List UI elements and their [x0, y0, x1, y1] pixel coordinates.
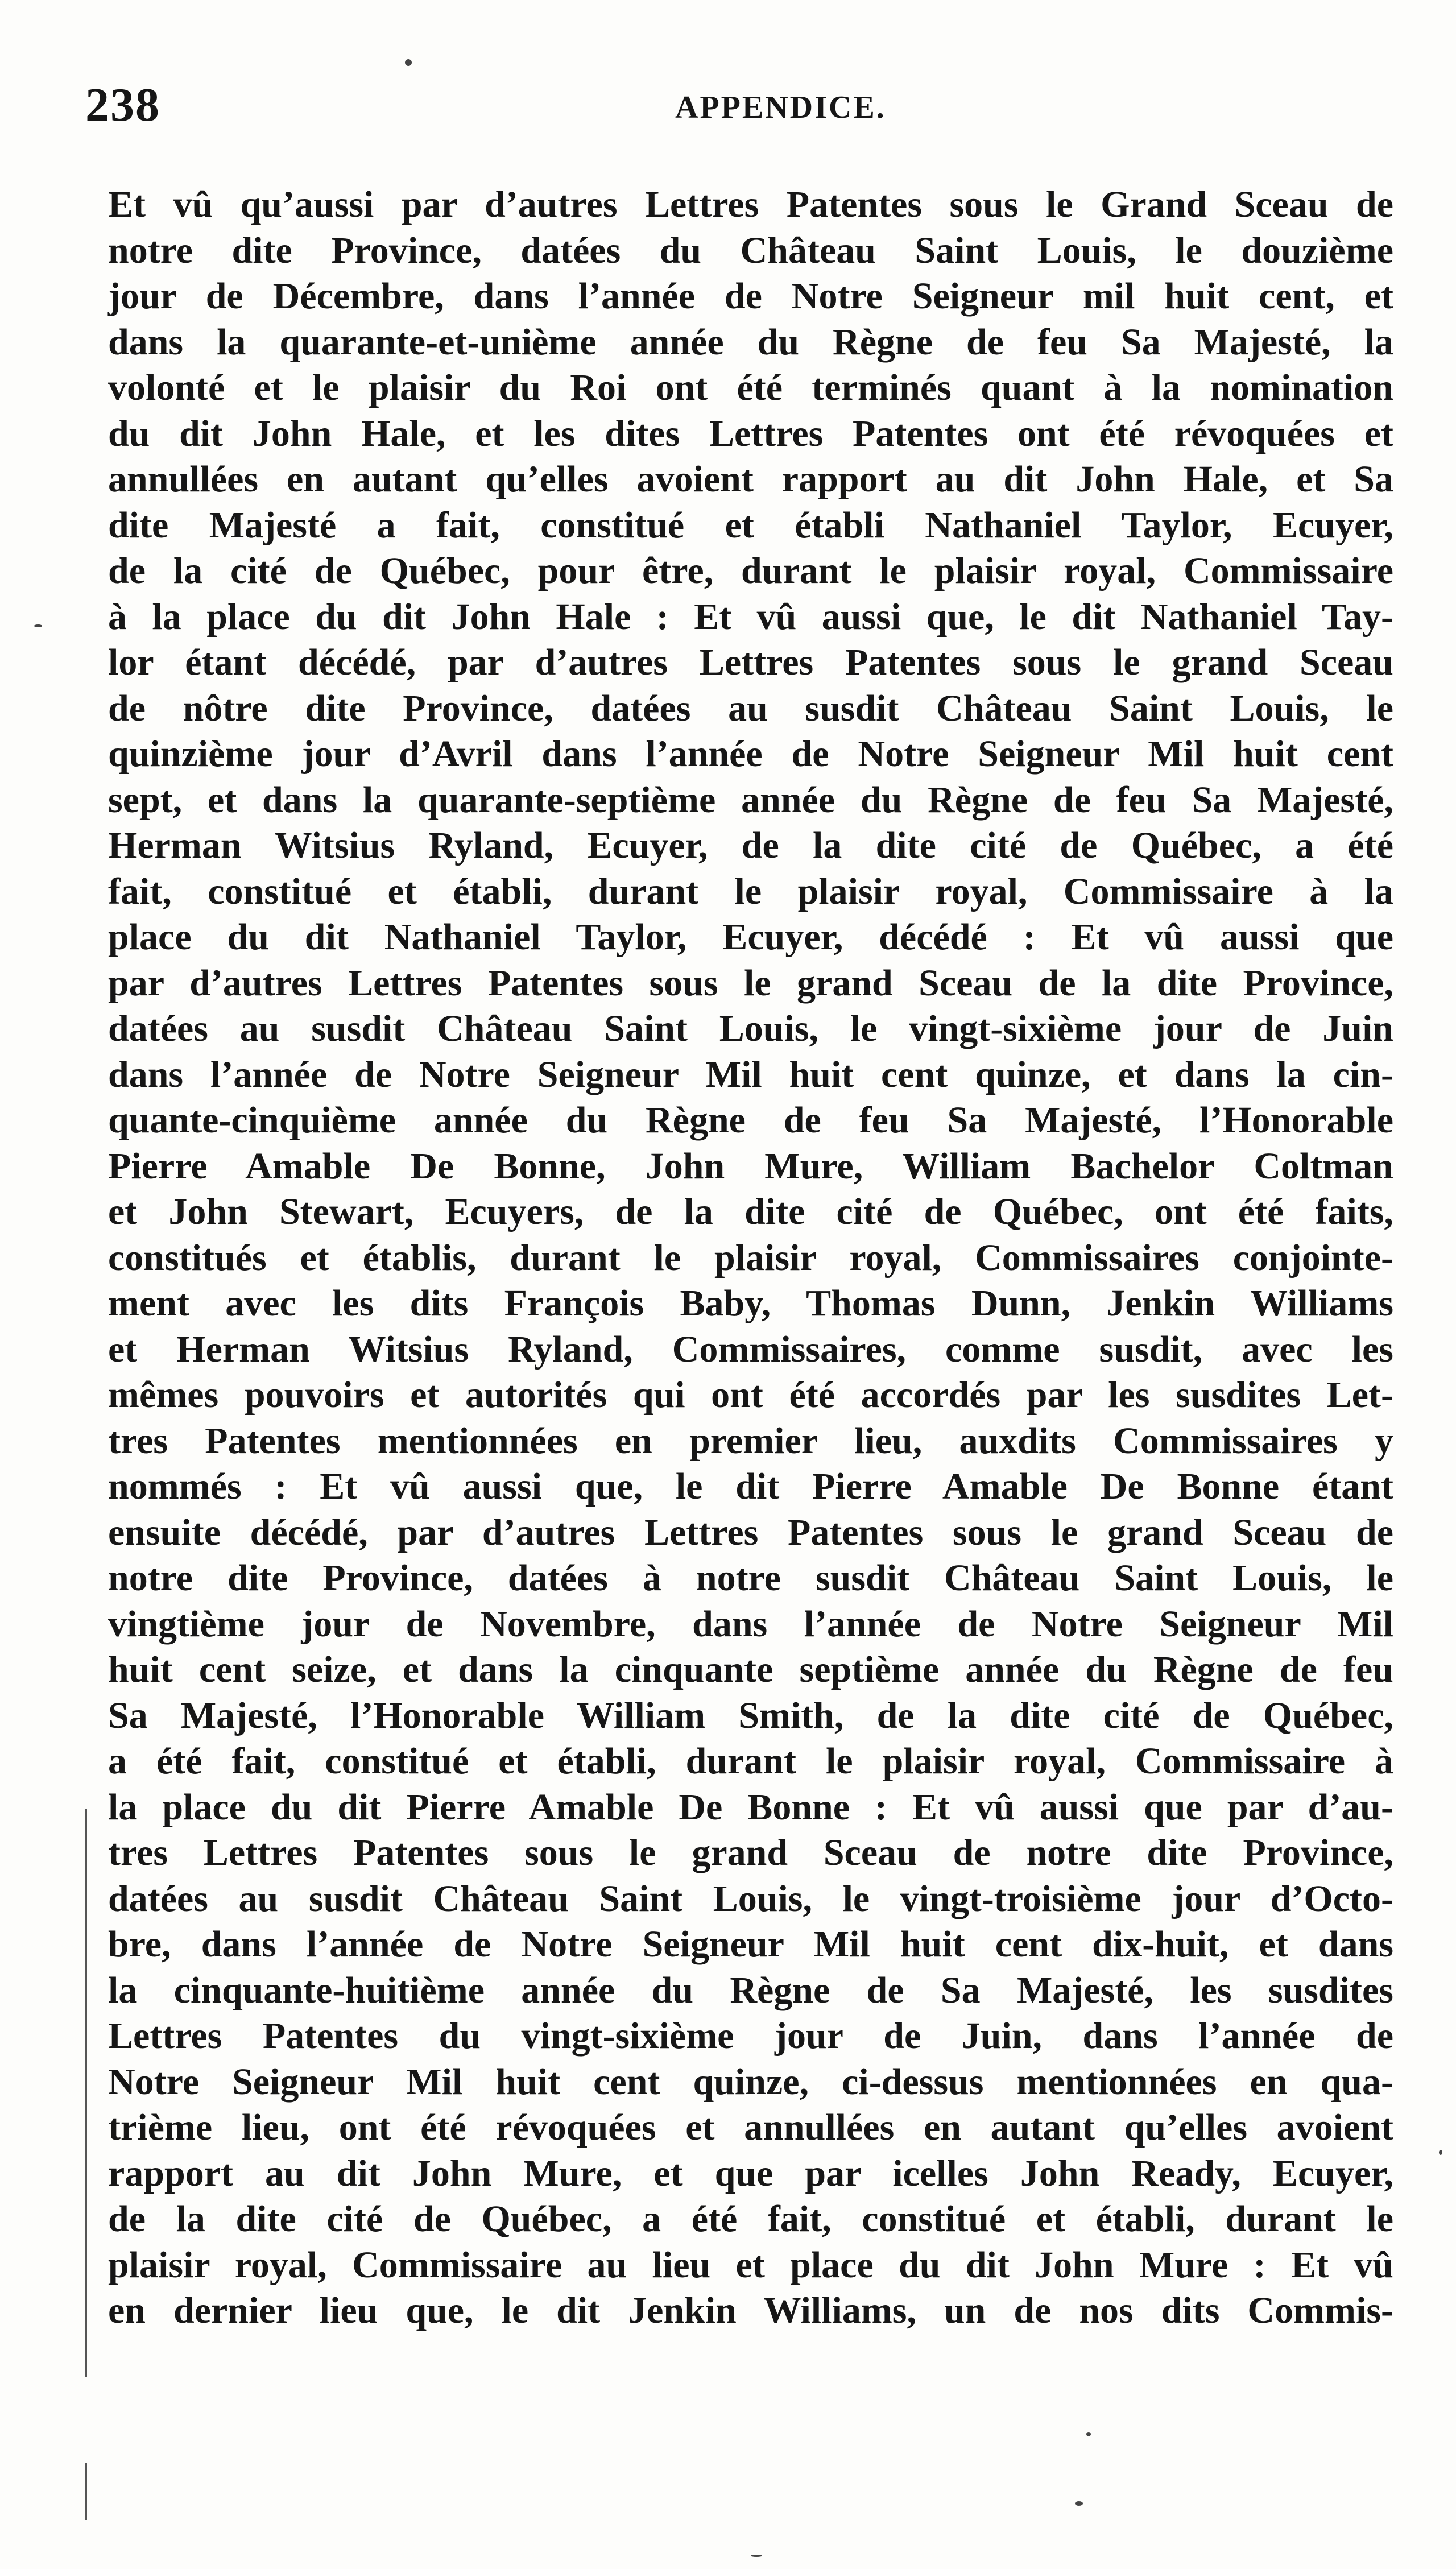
text-line: et John Stewart, Ecuyers, de la dite cité de Québec, ont été faits, — [108, 1191, 1393, 1232]
text-line: a été fait, constitué et établi, durant le plaisir royal, Commissaire à — [108, 1740, 1393, 1782]
text-line: fait, constitué et établi, durant le plaisir royal, Commissaire à la — [108, 870, 1393, 912]
text-line: place du dit Nathaniel Taylor, Ecuyer, décédé : Et vû aussi que — [108, 916, 1393, 958]
text-line: ensuite décédé, par d’autres Lettres Patentes sous le grand Sceau de — [108, 1511, 1393, 1553]
text-line: Notre Seigneur Mil huit cent quinze, ci-dessus mentionnées en qua- — [108, 2061, 1393, 2103]
text-line: Sa Majesté, l’Honorable William Smith, de la dite cité de Québec, — [108, 1694, 1393, 1736]
text-line: et Herman Witsius Ryland, Commissaires, comme susdit, avec les — [108, 1328, 1393, 1370]
text-line: dans l’année de Notre Seigneur Mil huit cent quinze, et dans la cin- — [108, 1053, 1393, 1095]
text-line: notre dite Province, datées du Château Saint Louis, le douzième — [108, 229, 1393, 271]
text-line: constitués et établis, durant le plaisir royal, Commissaires conjointe- — [108, 1236, 1393, 1279]
text-line: jour de Décembre, dans l’année de Notre Seigneur mil huit cent, et — [108, 275, 1393, 317]
text-line: Herman Witsius Ryland, Ecuyer, de la dite cité de Québec, a été — [108, 825, 1393, 866]
running-head: APPENDICE. — [675, 90, 886, 125]
text-line: Pierre Amable De Bonne, John Mure, William Bachelor Coltman — [108, 1145, 1393, 1187]
text-line: tres Patentes mentionnées en premier lieu, auxdits Commissaires y — [108, 1420, 1393, 1462]
text-line: la place du dit Pierre Amable De Bonne : Et vû aussi que par d’au- — [108, 1786, 1393, 1828]
page-header — [0, 74, 1456, 136]
ink-speck — [751, 2555, 762, 2557]
text-line: bre, dans l’année de Notre Seigneur Mil huit cent dix-huit, et dans — [108, 1923, 1393, 1965]
text-line: de la cité de Québec, pour être, durant le plaisir royal, Commissaire — [108, 550, 1393, 591]
ink-speck — [1075, 2501, 1083, 2506]
text-line: volonté et le plaisir du Roi ont été terminés quant à la nomination — [108, 367, 1393, 408]
text-line: lor étant décédé, par d’autres Lettres Patentes sous le grand Sceau — [108, 642, 1393, 683]
text-line: rapport au dit John Mure, et que par icelles John Ready, Ecuyer, — [108, 2152, 1393, 2194]
text-line: de nôtre dite Province, datées au susdit Château Saint Louis, le — [108, 687, 1393, 729]
text-line: tres Lettres Patentes sous le grand Sceau de notre dite Province, — [108, 1832, 1393, 1873]
ink-speck — [1086, 2432, 1091, 2436]
text-line: datées au susdit Château Saint Louis, le vingt-sixième jour de Juin — [108, 1008, 1393, 1049]
ink-speck — [405, 59, 412, 66]
ink-speck — [1439, 2150, 1442, 2155]
text-line: trième lieu, ont été révoquées et annullées en autant qu’elles avoient — [108, 2107, 1393, 2148]
text-line: quinzième jour d’Avril dans l’année de Notre Seigneur Mil huit cent — [108, 733, 1393, 775]
ink-speck — [34, 624, 42, 627]
text-line: dite Majesté a fait, constitué et établi Nathaniel Taylor, Ecuyer, — [108, 504, 1393, 546]
text-line: sept, et dans la quarante-septième année du Règne de feu Sa Majesté, — [108, 779, 1393, 821]
text-line: nommés : Et vû aussi que, le dit Pierre Amable De Bonne étant — [108, 1466, 1393, 1507]
body-text — [108, 182, 1393, 2334]
text-line: huit cent seize, et dans la cinquante septième année du Règne de feu — [108, 1649, 1393, 1690]
text-line: Lettres Patentes du vingt-sixième jour de Juin, dans l’année de — [108, 2015, 1393, 2057]
text-line: quante-cinquième année du Règne de feu Sa Majesté, l’Honorable — [108, 1099, 1393, 1141]
text-line: ment avec les dits François Baby, Thomas Dunn, Jenkin Williams — [108, 1283, 1393, 1324]
margin-rule — [85, 1809, 87, 2377]
text-line: datées au susdit Château Saint Louis, le vingt-troisième jour d’Octo- — [108, 1877, 1393, 1919]
text-line: mêmes pouvoirs et autorités qui ont été accordés par les susdites Let- — [108, 1374, 1393, 1416]
text-line: de la dite cité de Québec, a été fait, constitué et établi, durant le — [108, 2198, 1393, 2240]
text-line: annullées en autant qu’elles avoient rapport au dit John Hale, et Sa — [108, 458, 1393, 500]
text-line: à la place du dit John Hale : Et vû aussi que, le dit Nathaniel Tay- — [108, 595, 1393, 638]
page-number: 238 — [85, 78, 160, 131]
text-line: la cinquante-huitième année du Règne de Sa Majesté, les susdites — [108, 1969, 1393, 2011]
text-line: plaisir royal, Commissaire au lieu et place du dit John Mure : Et vû — [108, 2244, 1393, 2286]
text-line: du dit John Hale, et les dites Lettres Patentes ont été révoquées et — [108, 412, 1393, 454]
text-line: dans la quarante-et-unième année du Règne de feu Sa Majesté, la — [108, 321, 1393, 363]
text-line: par d’autres Lettres Patentes sous le grand Sceau de la dite Province, — [108, 962, 1393, 1004]
text-line: notre dite Province, datées à notre susdit Château Saint Louis, le — [108, 1557, 1393, 1599]
text-line: Et vû qu’aussi par d’autres Lettres Patentes sous le Grand Sceau de — [108, 184, 1393, 225]
text-line: vingtième jour de Novembre, dans l’année de Notre Seigneur Mil — [108, 1603, 1393, 1645]
text-line: en dernier lieu que, le dit Jenkin Williams, un de nos dits Commis- — [108, 2290, 1393, 2331]
margin-rule — [85, 2463, 87, 2520]
